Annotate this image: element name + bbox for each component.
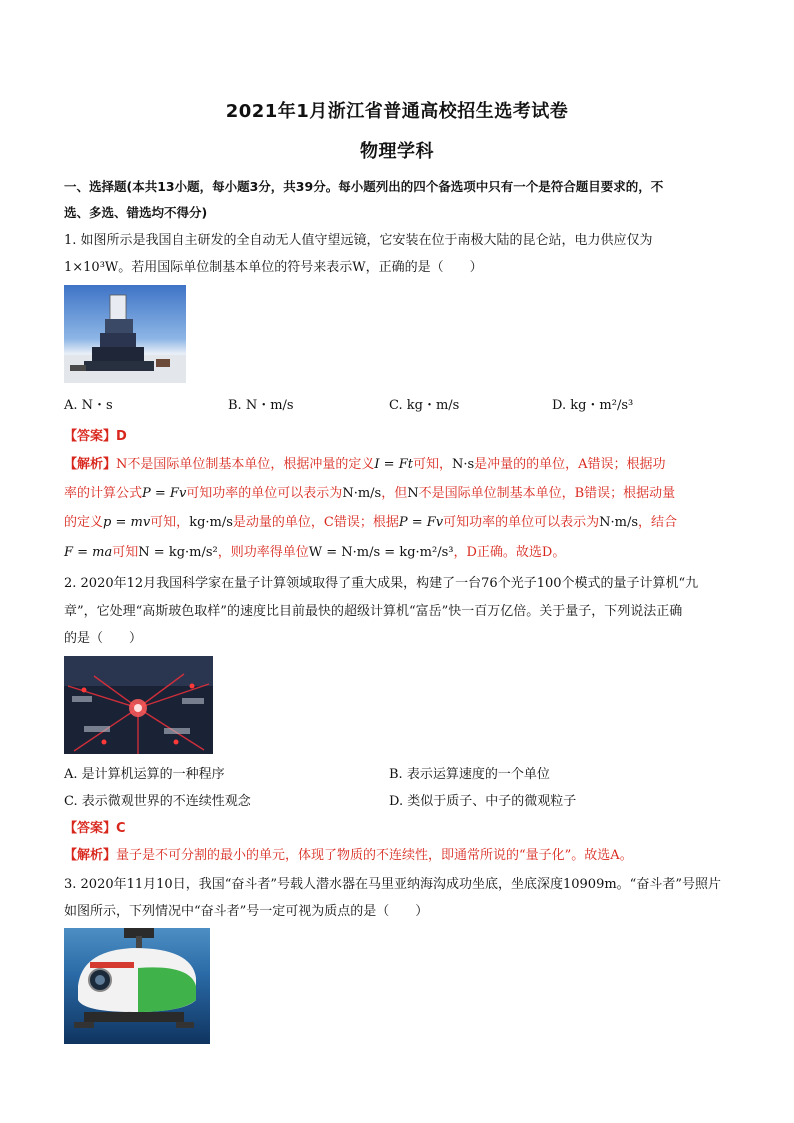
q1-analysis-text: N不是国际单位制基本单位，根据冲量的定义 bbox=[116, 457, 375, 472]
q2-option-b: B. 表示运算速度的一个单位 bbox=[389, 767, 550, 782]
q2-option-c: C. 表示微观世界的不连续性观念 bbox=[64, 794, 251, 809]
q1-analysis-text: 不是国际单位制基本单位，B错误；根据动量 bbox=[418, 486, 676, 501]
q1-analysis-line4 bbox=[64, 544, 744, 562]
formula-impulse: I = Ft bbox=[374, 457, 413, 472]
telescope-illustration bbox=[64, 285, 186, 383]
q1-analysis-text: 可知， bbox=[150, 515, 190, 530]
q3-stem-line2: 如图所示，下列情况中“奋斗者”号一定可视为质点的是（ ） bbox=[64, 904, 429, 919]
unit-kgms: kg·m/s bbox=[189, 515, 233, 530]
q1-analysis-text: ，则功率得单位 bbox=[217, 545, 309, 560]
q1-analysis-text: ，结合 bbox=[638, 515, 678, 530]
q2-stem-line3: 的是（ ） bbox=[64, 631, 143, 646]
q1-analysis-text: 是冲量的的单位，A错误；根据功 bbox=[474, 457, 666, 472]
unit-nms: N·m/s bbox=[342, 486, 382, 501]
q2-answer bbox=[64, 820, 744, 838]
q1-answer bbox=[64, 428, 744, 446]
q1-option-a: A. N・s bbox=[64, 398, 113, 413]
q1-analysis-text: 可知， bbox=[412, 457, 452, 472]
telescope-image bbox=[64, 285, 186, 383]
q1-analysis-text: 可知 bbox=[112, 545, 139, 560]
unit-ns: N·s bbox=[451, 457, 475, 472]
q1-answer-value: D bbox=[116, 429, 127, 444]
q1-stem-line1: 1. 如图所示是我国自主研发的全自动无人值守望远镜，它安装在位于南极大陆的昆仑站，电力供应仅为 bbox=[64, 233, 653, 248]
section-heading-line1: 一、选择题(本共13小题，每小题3分，共39分。每小题列出的四个备选项中只有一个是符合题目要求的，不 bbox=[64, 179, 664, 194]
q1-analysis-line3 bbox=[64, 514, 744, 532]
unit-w-expansion: W = N·m/s = kg·m²/s³ bbox=[308, 545, 454, 560]
q1-analysis-line1 bbox=[64, 456, 744, 474]
q1-analysis-text: 率的计算公式 bbox=[64, 486, 143, 501]
formula-power: P = Fv bbox=[142, 486, 187, 501]
unit-nms: N·m/s bbox=[599, 515, 639, 530]
formula-power: P = Fv bbox=[398, 515, 444, 530]
q1-analysis-tag: 【解析】 bbox=[64, 457, 117, 472]
q2-analysis-text: 量子是不可分割的最小的单元，体现了物质的不连续性，即通常所说的“量子化”。故选A。 bbox=[116, 848, 633, 863]
q1-analysis-line2 bbox=[64, 485, 744, 503]
formula-newton: F = ma bbox=[64, 545, 113, 560]
q1-analysis-text: 可知功率的单位可以表示为 bbox=[186, 486, 343, 501]
q1-option-c: C. kg・m/s bbox=[389, 398, 460, 413]
q2-stem-line1: 2. 2020年12月我国科学家在量子计算领域取得了重大成果，构建了一台76个光子100个模式的量子计算机“九 bbox=[64, 576, 699, 591]
q1-analysis-text: ，D正确。故选D。 bbox=[453, 545, 566, 560]
q1-answer-tag: 【答案】 bbox=[64, 429, 117, 444]
q1-analysis-text: 是动量的单位，C错误；根据 bbox=[232, 515, 399, 530]
unit-n-expansion: N = kg·m/s² bbox=[138, 545, 218, 560]
unit-n: N bbox=[407, 486, 419, 501]
section-heading-line2: 选、多选、错选均不得分) bbox=[64, 205, 208, 220]
quantum-computer-image bbox=[64, 656, 213, 754]
q2-stem-line2: 章”，它处理“高斯玻色取样”的速度比目前最快的超级计算机“富岳”快一百万亿倍。关于量子，下列说法正确 bbox=[64, 604, 683, 619]
q2-analysis-tag: 【解析】 bbox=[64, 848, 117, 863]
formula-momentum: p = mv bbox=[103, 515, 151, 530]
q2-analysis bbox=[64, 847, 744, 865]
q1-analysis-text: 的定义 bbox=[64, 515, 104, 530]
subject-title: 物理学科 bbox=[360, 141, 434, 162]
q1-analysis-text: 可知功率的单位可以表示为 bbox=[443, 515, 600, 530]
submersible-image bbox=[64, 928, 210, 1044]
q1-option-d: D. kg・m²/s³ bbox=[552, 398, 634, 413]
exam-title: 2021年1月浙江省普通高校招生选考试卷 bbox=[225, 101, 569, 122]
q3-stem-line1: 3. 2020年11月10日，我国“奋斗者”号载人潜水器在马里亚纳海沟成功坐底，坐底深度10909m。“奋斗者”号照片 bbox=[64, 877, 721, 892]
submersible-illustration bbox=[64, 928, 210, 1044]
q2-answer-tag: 【答案】 bbox=[64, 821, 117, 836]
q1-stem-line2: 1×10³W。若用国际单位制基本单位的符号来表示W，正确的是（ ） bbox=[64, 260, 483, 275]
quantum-computer-illustration bbox=[64, 656, 213, 754]
q1-option-b: B. N・m/s bbox=[228, 398, 294, 413]
q2-option-d: D. 类似于质子、中子的微观粒子 bbox=[389, 794, 577, 809]
q2-answer-value: C bbox=[116, 821, 126, 836]
q2-option-a: A. 是计算机运算的一种程序 bbox=[64, 767, 225, 782]
q1-analysis-text: ，但 bbox=[381, 486, 408, 501]
